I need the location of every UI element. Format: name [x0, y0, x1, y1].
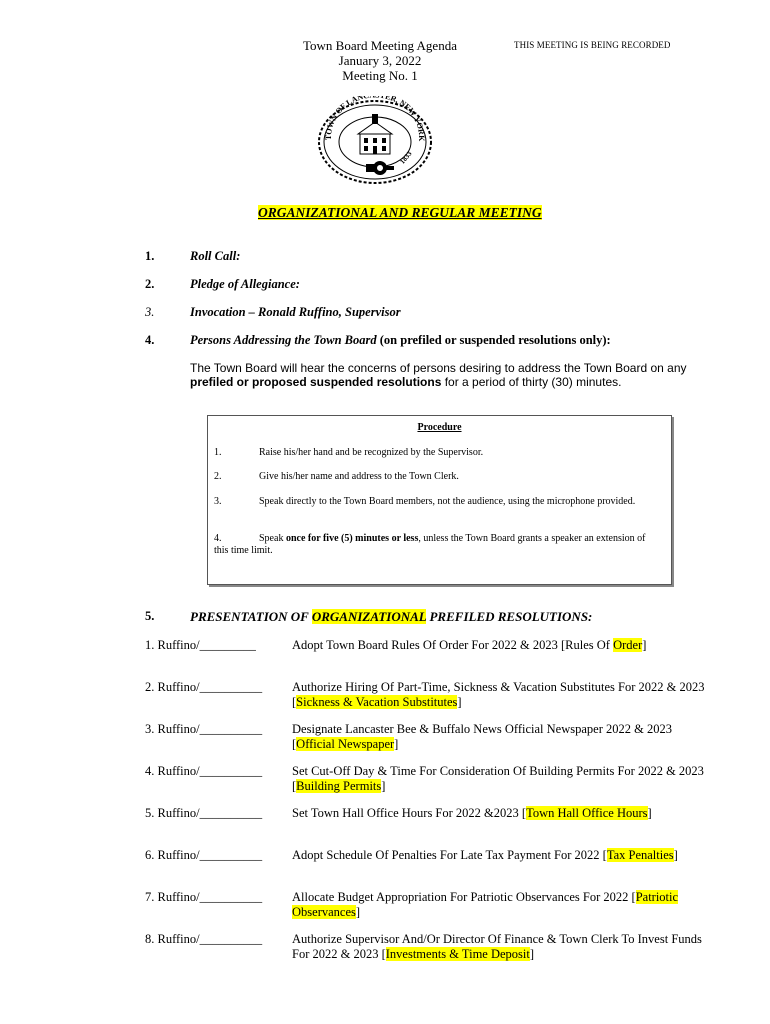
procedure-step-speak-directly — [214, 496, 654, 508]
resolution-highlight: Building Permits — [296, 779, 382, 793]
section-heading-text: PRESENTATION OF — [190, 609, 312, 624]
section-presentation-heading — [190, 609, 592, 625]
procedure-heading: Procedure — [417, 422, 462, 433]
agenda-item-invocation: Invocation – Ronald Ruffino, Supervisor — [190, 305, 401, 319]
resolution-sponsor: 8. Ruffino/__________ — [145, 932, 263, 946]
agenda-item-number: 3. — [145, 305, 155, 319]
resolution-text — [292, 848, 714, 863]
resolution-description: Set Town Hall Office Hours For 2022 &2023 [ — [292, 806, 527, 820]
resolution-text — [292, 638, 714, 653]
meeting-title-text: ORGANIZATIONAL AND REGULAR MEETING — [258, 205, 542, 220]
resolution-sponsor: 6. Ruffino/__________ — [145, 848, 263, 862]
resolution-description: Authorize Supervisor And/Or Director Of Finance & Town Clerk To Invest Funds For 2022 & 2023 [ — [292, 932, 702, 961]
resolution-description: Adopt Schedule Of Penalties For Late Tax Payment For 2022 [ — [292, 848, 607, 862]
procedure-step-bold-text: once for five (5) minutes or less — [285, 533, 419, 544]
agenda-item-suffix: (on prefiled or suspended resolutions only): — [379, 333, 611, 347]
svg-text:TOWN OF LANCASTER, NEW YORK: TOWN OF LAN ER, NEW YORK — [324, 96, 427, 142]
section-heading-highlight: ORGANIZATIONAL — [311, 609, 427, 624]
resolution-highlight: Investments & Time Deposit — [385, 947, 530, 961]
resolution-sponsor: 5. Ruffino/__________ — [145, 806, 263, 820]
resolution-sponsor: 2. Ruffino/__________ — [145, 680, 263, 694]
resolution-bracket: ] — [647, 806, 652, 820]
resolution-text — [292, 932, 714, 962]
procedure-step-number: 1. — [214, 447, 222, 458]
resolution-highlight: Town Hall Office Hours — [526, 806, 648, 820]
agenda-date: January 3, 2022 — [338, 53, 422, 68]
agenda-title: Town Board Meeting Agenda — [303, 38, 457, 53]
agenda-item-number: 2. — [145, 277, 155, 291]
procedure-step-name-address: Give his/her name and address to the Town Clerk. — [259, 471, 459, 482]
resolution-text — [292, 806, 714, 821]
resolution-description: Allocate Budget Appropriation For Patriotic Observances For 2022 [ — [292, 890, 636, 904]
agenda-item-roll-call: Roll Call: — [190, 249, 241, 263]
resolution-sponsor: 3. Ruffino/__________ — [145, 722, 263, 736]
agenda-item-persons-addressing — [190, 333, 611, 348]
recorded-notice: THIS MEETING IS BEING RECORDED — [514, 40, 671, 50]
svg-text:1833: 1833 — [398, 149, 414, 166]
resolution-text — [292, 890, 714, 920]
procedure-step-number: 2. — [214, 471, 222, 482]
town-seal-logo — [314, 96, 436, 184]
meeting-number: Meeting No. 1 — [342, 68, 418, 83]
resolution-description: Adopt Town Board Rules Of Order For 2022 & 2023 [Rules Of — [292, 638, 614, 652]
resolution-highlight: Patriotic Observances — [292, 890, 679, 919]
resolution-bracket: ] — [673, 848, 678, 862]
resolution-bracket: ] — [642, 638, 647, 652]
hearing-text-end: for a period of thirty (30) minutes. — [441, 375, 622, 389]
resolution-highlight: Official Newspaper — [296, 737, 395, 751]
hearing-bold-text: prefiled or proposed suspended resolutions — [190, 375, 442, 389]
hearing-text: The Town Board will hear the concerns of persons desiring to address the Town Board on any — [190, 361, 687, 375]
resolution-bracket: ] — [355, 905, 361, 919]
procedure-step-text: Speak — [259, 533, 286, 544]
procedure-box — [207, 415, 672, 585]
resolution-highlight: Sickness & Vacation Substitutes — [296, 695, 458, 709]
procedure-step-text-end: , unless the Town Board grants a speaker an extension of this time limit. — [214, 533, 646, 556]
agenda-item-pledge: Pledge of Allegiance: — [190, 277, 300, 291]
agenda-item-label: Persons Addressing the Town Board — [190, 333, 377, 347]
resolution-description: Authorize Hiring Of Part-Time, Sickness & Vacation Substitutes For 2022 & 2023 [ — [292, 680, 705, 709]
resolution-bracket: ] — [457, 695, 462, 709]
resolution-bracket: ] — [394, 737, 399, 751]
resolution-text — [292, 764, 714, 794]
resolution-sponsor: 1. Ruffino/_________ — [145, 638, 256, 652]
resolution-description: Set Cut-Off Day & Time For Consideration Of Building Permits For 2022 & 2023 [ — [292, 764, 704, 793]
procedure-step-text: Speak directly to the Town Board members, not the audience, using the microphone provided. — [259, 496, 636, 507]
procedure-step-time-limit — [214, 533, 654, 557]
resolution-text — [292, 680, 714, 710]
hearing-notice — [190, 361, 720, 389]
resolution-highlight: Tax Penalties — [606, 848, 674, 862]
agenda-header — [270, 38, 490, 83]
resolution-highlight: Order — [613, 638, 643, 652]
meeting-title — [258, 205, 542, 221]
procedure-step-number: 3. — [214, 496, 222, 507]
procedure-step-raise-hand: Raise his/her hand and be recognized by the Supervisor. — [259, 447, 484, 458]
resolution-bracket: ] — [529, 947, 535, 961]
procedure-step-number: 4. — [214, 533, 222, 544]
agenda-item-number: 4. — [145, 333, 155, 347]
resolution-description: Designate Lancaster Bee & Buffalo News Official Newspaper 2022 & 2023 [ — [292, 722, 672, 751]
section-heading-text-end: PREFILED RESOLUTIONS: — [426, 609, 593, 624]
resolution-sponsor: 4. Ruffino/__________ — [145, 764, 263, 778]
resolution-bracket: ] — [381, 779, 386, 793]
agenda-item-number: 1. — [145, 249, 155, 263]
section-number: 5. — [145, 609, 155, 623]
resolution-sponsor: 7. Ruffino/__________ — [145, 890, 263, 904]
resolution-text — [292, 722, 714, 752]
